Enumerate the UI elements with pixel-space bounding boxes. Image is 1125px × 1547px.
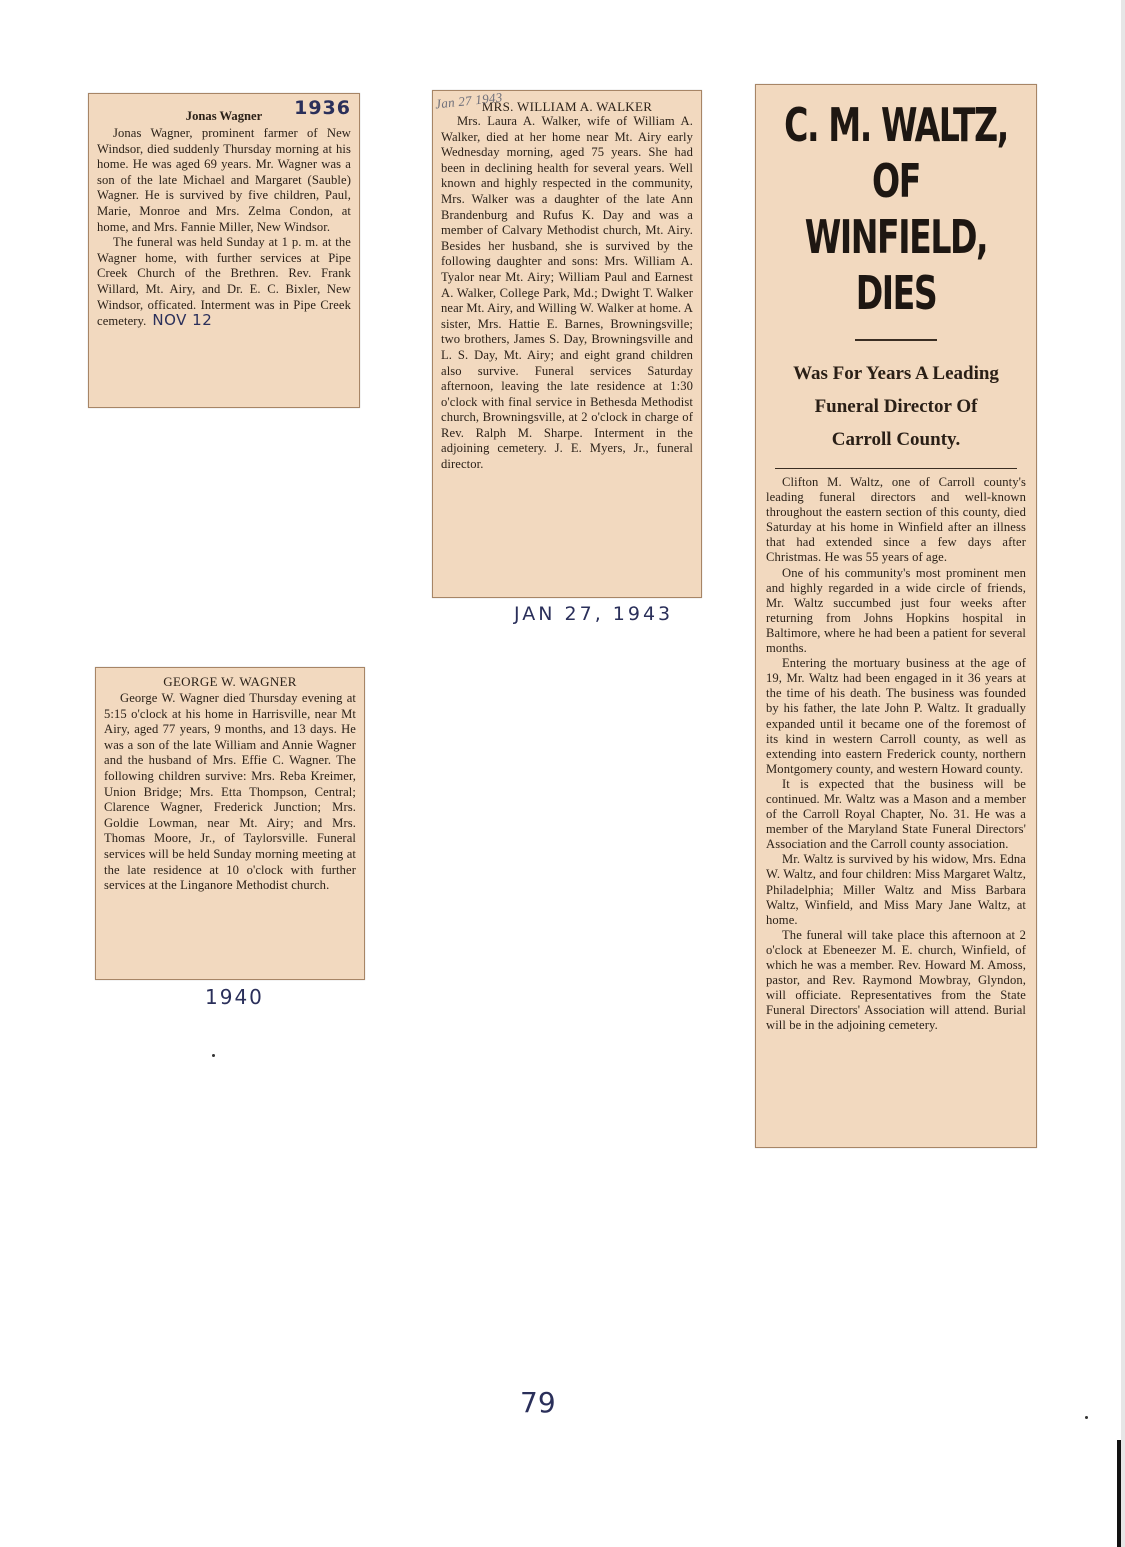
clipping-title: GEORGE W. WAGNER xyxy=(163,674,297,689)
scan-speck xyxy=(1085,1416,1088,1419)
divider xyxy=(775,468,1017,469)
obituary-body xyxy=(104,691,356,894)
handwritten-date: JAN 27, 1943 xyxy=(514,603,674,625)
obituary-body xyxy=(441,114,693,473)
subheadline-line: Was For Years A Leading xyxy=(793,363,999,384)
clipping-cm-waltz xyxy=(755,84,1037,1148)
paragraph: Mrs. Laura A. Walker, wife of William A. Walker, died at her home near Mt. Airy early Wednesday morning, aged 75 years. She had been in declining health for several years. Well known and highly respected in the community, Mrs. Walker was a daughter of the late Ann Brandenburg and Rufus K. Day and was a member of Calvary Methodist church, Mt. Airy. Besides her husband, she is survived by the following daughter and sons: Mrs. William A. Tyalor near Mt. Airy; William Paul and Earnest A. Walker, College Park, Md.; Dwight T. Walker near Mt. Airy, and Willing W. Walker at home. A sister, Mrs. Hattie E. Barnes, Browningsville; two brothers, James S. Day, Browningsville and L. S. Day, Mt. Airy; and eight grand children also survive. Funeral services Saturday afternoon, leaving the late residence at 1:30 o'clock with final service in Bethesda Methodist church, Browningsville, at 2 o'clock in charge of Rev. Ralph M. Sharpe. Interment in the adjoining cemetery. J. E. Myers, Jr., funeral director. xyxy=(441,114,693,472)
clipping-title xyxy=(97,97,351,124)
handwritten-year: 1936 xyxy=(294,97,351,119)
paragraph: George W. Wagner died Thursday evening at 5:15 o'clock at his home in Harrisville, near Mt Airy, aged 77 years, 9 months, and 13 days. He was a son of the late William and Annie Wagner and the husband of Mrs. Effie C. Wagner. The following children survive: Mrs. Reba Kreimer, Union Bridge; Mrs. Etta Thompson, Central; Clarence Wagner, Frederick Junction; Mrs. Goldie Lowman, near Mt. Airy; and Mrs. Thomas Moore, Jr., of Taylorsville. Funeral services will be held Sunday morning meeting at the late residence at 10 o'clock with further services at the Linganore Methodist church. xyxy=(104,691,356,893)
clipping-jonas-wagner xyxy=(88,93,360,408)
scan-edge-mark xyxy=(1117,1440,1121,1547)
subheadline-line: Funeral Director Of xyxy=(814,396,978,417)
obituary-name: Jonas Wagner xyxy=(185,109,263,123)
obituary-name: MRS. WILLIAM A. WALKER xyxy=(481,99,653,114)
subheadline-line: Carroll County. xyxy=(831,429,961,450)
paragraph: Clifton M. Waltz, one of Carroll county's leading funeral directors and well-known throughout the eastern section of this county, died Saturday at his home in Winfield after an illness that had extended since a few days after Christmas. He was 55 years of age. xyxy=(766,475,1026,565)
clipping-george-w-wagner xyxy=(95,667,365,980)
headline-line: C. M. WALTZ, OF xyxy=(784,98,1008,208)
headline-line: WINFIELD, DIES xyxy=(804,210,988,320)
clipping-william-a-walker xyxy=(432,90,702,598)
paragraph xyxy=(97,235,351,330)
paragraph-text: The funeral was held Sunday at 1 p. m. at the Wagner home, with further services at Pipe Creek Church of the Brethren. Rev. Frank Willard, Mt. Airy, and Dr. E. C. Bixler, New Windsor, officated. Interment was in Pipe Creek cemetery. xyxy=(97,235,351,329)
paragraph: One of his community's most prominent men and highly regarded in a wide circle of friends, Mr. Waltz succumbed just four weeks after returning from Johns Hopkins hospital in Baltimore, where he had been a patient for several months. xyxy=(766,565,1026,656)
scan-speck xyxy=(212,1054,215,1057)
subheadline xyxy=(758,357,1034,456)
divider xyxy=(855,339,937,341)
obituary-body xyxy=(97,126,351,330)
paragraph: Entering the mortuary business at the age of 19, Mr. Waltz had been engaged in it 36 years at the time of his death. The business was founded by his father, the late John P. Waltz. It gradually expanded until it became one of the foremost of its kind in western Carroll county, as well as extending into eastern Frederick county, northern Montgomery county, and western Howard county. xyxy=(766,656,1026,776)
paragraph: Mr. Waltz is survived by his widow, Mrs. Edna W. Waltz, and four children: Miss Margaret Waltz, Philadelphia; Miller Waltz and Miss Barbara Waltz, Winfield, and Miss Mary Jane Waltz, at home. xyxy=(766,852,1026,927)
paragraph: Jonas Wagner, prominent farmer of New Windsor, died suddenly Thursday morning at his home. He was aged 69 years. Mr. Wagner was a son of the late Michael and Margaret (Sauble) Wagner. He is survived by five children, Paul, Marie, Monroe and Mrs. Zelma Condon, at home, and Mrs. Fannie Miller, New Windsor. xyxy=(97,126,351,234)
handwritten-date: NOV 12 xyxy=(152,311,213,330)
obituary-body xyxy=(766,475,1026,1033)
pencil-note: Jan 27 1943 xyxy=(434,89,504,112)
clipping-title xyxy=(434,89,693,114)
page-number: 79 xyxy=(520,1386,556,1419)
handwritten-year: 1940 xyxy=(205,985,264,1009)
headline xyxy=(774,97,1019,321)
paragraph: It is expected that the business will be continued. Mr. Waltz was a Mason and a member of the Carroll Royal Chapter, No. 31. He was a member of the Maryland State Funeral Directors' Association and the Carroll county association. xyxy=(766,776,1026,852)
scan-edge xyxy=(1121,0,1125,1547)
paragraph: The funeral will take place this afternoon at 2 o'clock at Ebeneezer M. E. church, Winfield, of which he was a member. Rev. Howard M. Amoss, pastor, and Rev. Raymond Mowbray, Glyndon, will officiate. Representatives from the State Funeral Directors' Association will attend. Burial will be in the adjoining cemetery. xyxy=(766,927,1026,1033)
